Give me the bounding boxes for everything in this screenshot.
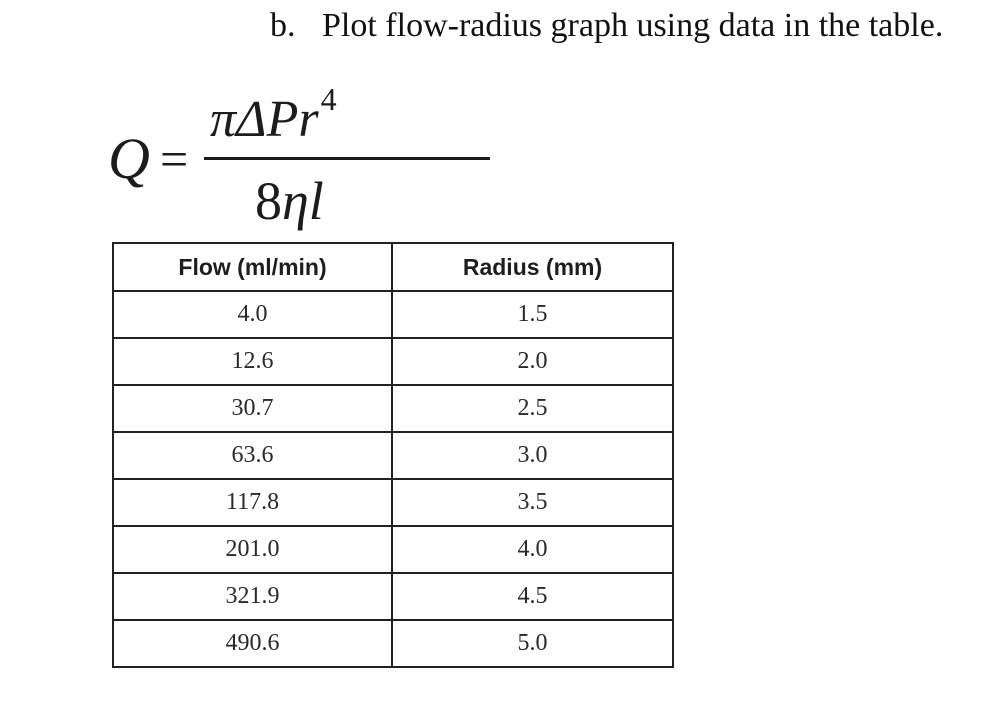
formula-numerator <box>210 81 490 153</box>
table-row <box>113 432 673 479</box>
flow-radius-table <box>112 242 674 668</box>
flow-cell: 321.9 <box>113 573 392 620</box>
flow-cell: 63.6 <box>113 432 392 479</box>
numerator-exponent: 4 <box>320 81 337 117</box>
numerator-terms: πΔPr <box>210 91 319 148</box>
formula-denominator <box>255 172 324 230</box>
flow-cell: 490.6 <box>113 620 392 667</box>
column-header-flow: Flow (ml/min) <box>113 243 392 291</box>
flow-cell: 117.8 <box>113 479 392 526</box>
formula-equals: = <box>160 131 189 187</box>
radius-cell: 4.5 <box>392 573 673 620</box>
radius-cell: 1.5 <box>392 291 673 338</box>
item-marker: b. <box>270 7 296 44</box>
denominator-vars: ηl <box>282 171 324 231</box>
table-row <box>113 338 673 385</box>
radius-cell: 2.5 <box>392 385 673 432</box>
denominator-coefficient: 8 <box>255 171 282 231</box>
flow-cell: 30.7 <box>113 385 392 432</box>
column-header-radius: Radius (mm) <box>392 243 673 291</box>
table-row <box>113 526 673 573</box>
table-header-row <box>113 243 673 291</box>
instruction-text: Plot flow-radius graph using data in the table. <box>322 7 944 44</box>
radius-cell: 3.0 <box>392 432 673 479</box>
formula-lhs: Q <box>108 126 150 191</box>
poiseuille-formula <box>100 80 400 240</box>
flow-cell: 201.0 <box>113 526 392 573</box>
table-row <box>113 291 673 338</box>
radius-cell: 3.5 <box>392 479 673 526</box>
table-row <box>113 479 673 526</box>
radius-cell: 2.0 <box>392 338 673 385</box>
flow-cell: 4.0 <box>113 291 392 338</box>
fraction-bar <box>204 157 490 160</box>
table-row <box>113 573 673 620</box>
flow-cell: 12.6 <box>113 338 392 385</box>
instruction-heading <box>270 4 943 48</box>
radius-cell: 5.0 <box>392 620 673 667</box>
table-row <box>113 620 673 667</box>
table-row <box>113 385 673 432</box>
radius-cell: 4.0 <box>392 526 673 573</box>
